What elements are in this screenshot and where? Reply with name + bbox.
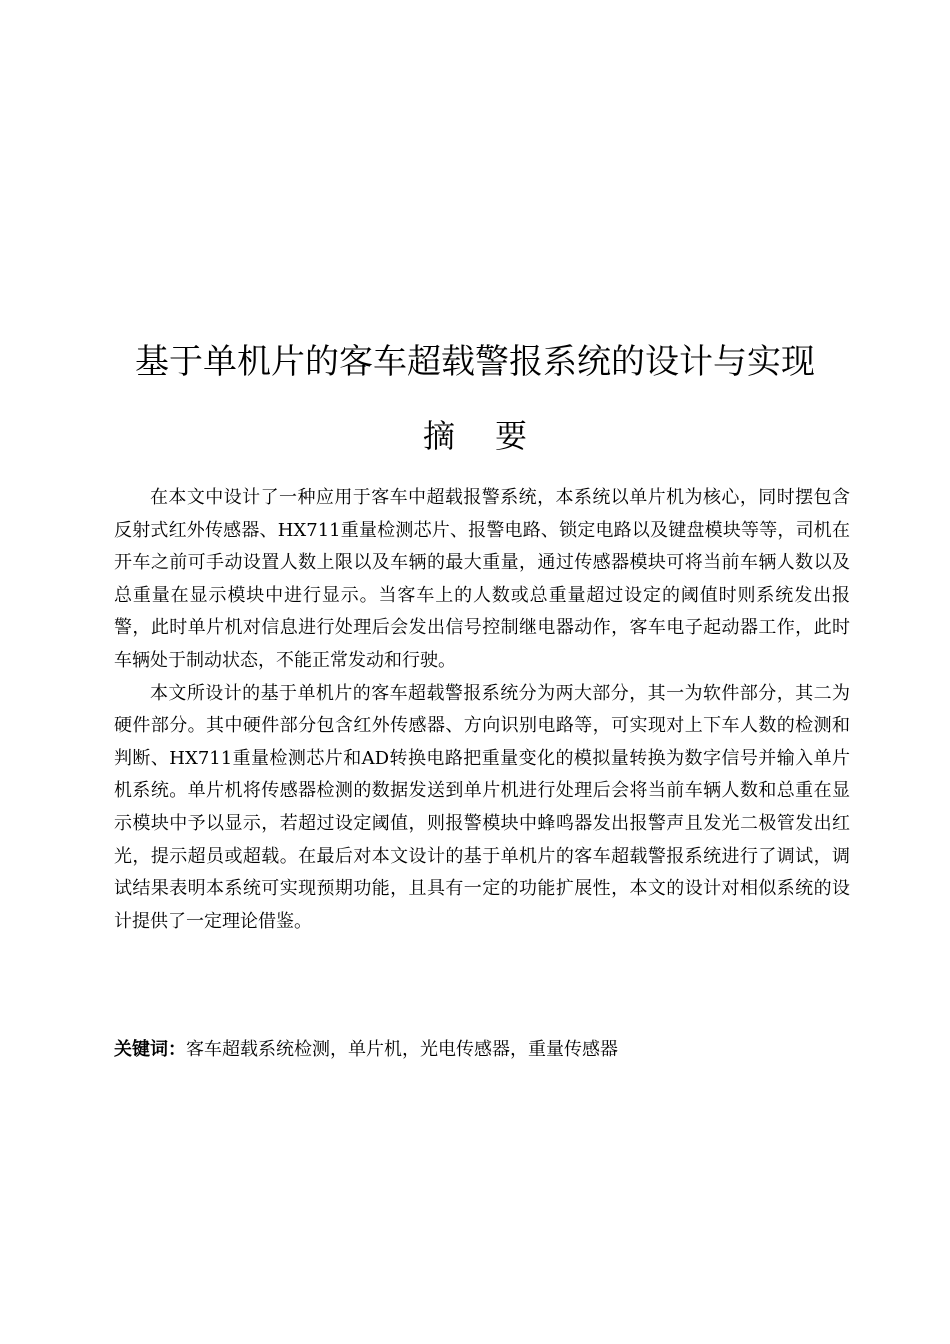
abstract-body: [114, 482, 850, 938]
abstract-paragraph-2: 本文所设计的基于单机片的客车超载警报系统分为两大部分，其一为软件部分，其二为硬件部分。其中硬件部分包含红外传感器、方向识别电路等，可实现对上下车人数的检测和判断、HX711重量检测芯片和AD转换电路把重量变化的模拟量转换为数字信号并输入单片机系统。单片机将传感器检测的数据发送到单片机进行处理后会将当前车辆人数和总重在显示模块中予以显示，若超过设定阈值，则报警模块中蜂鸣器发出报警声且发光二极管发出红光，提示超员或超载。在最后对本文设计的基于单机片的客车超载警报系统进行了调试，调试结果表明本系统可实现预期功能，且具有一定的功能扩展性，本文的设计对相似系统的设计提供了一定理论借鉴。: [114, 682, 850, 932]
keywords-line: [114, 1034, 850, 1066]
document-title: 基于单机片的客车超载警报系统的设计与实现: [135, 342, 815, 382]
keywords-text: 客车超载系统检测，单片机，光电传感器，重量传感器: [186, 1039, 618, 1060]
abstract-paragraph-1: 在本文中设计了一种应用于客车中超载报警系统，本系统以单片机为核心，同时摆包含反射式红外传感器、HX711重量检测芯片、报警电路、锁定电路以及键盘模块等等，司机在开车之前可手动设置人数上限以及车辆的最大重量，通过传感器模块可将当前车辆人数以及总重量在显示模块中进行显示。当客车上的人数或总重量超过设定的阈值时则系统发出报警，此时单片机对信息进行处理后会发出信号控制继电器动作，客车电子起动器工作，此时车辆处于制动状态，不能正常发动和行驶。: [114, 487, 850, 671]
keywords-label: 关键词：: [114, 1039, 186, 1060]
abstract-heading: 摘要: [422, 417, 567, 455]
